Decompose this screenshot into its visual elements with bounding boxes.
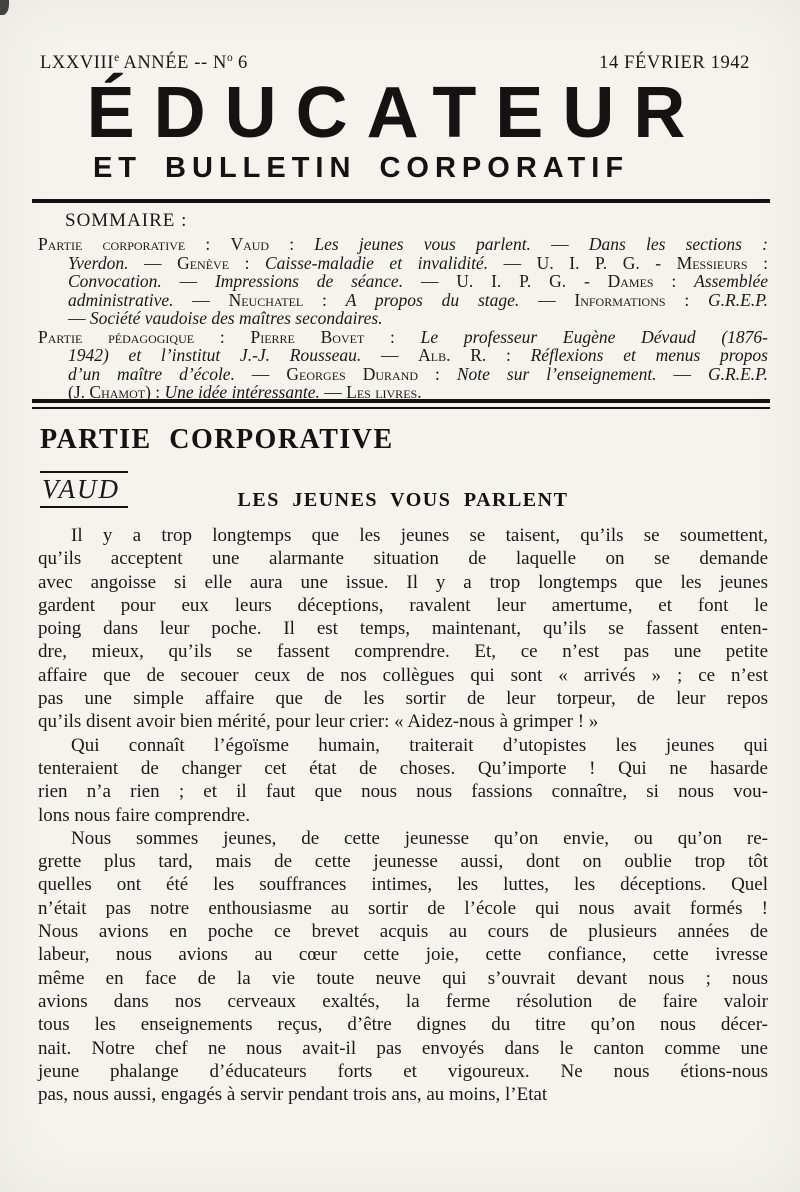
text-line: nait. Notre chef ne nous avait-il pas envoyés dans le canton comme une <box>38 1037 768 1059</box>
text-line: Nous sommes jeunes, de cette jeunesse qu’on envie, ou qu’on re- <box>71 827 768 849</box>
text-line: Partie corporative : Vaud : Les jeunes vous parlent. — Dans les sections : <box>38 234 768 254</box>
text-line: Partie pédagogique : Pierre Bovet : Le professeur Eugène Dévaud (1876- <box>38 326 768 347</box>
text-line: avions dans nos cerveaux exaltés, la ferme résolution de faire valoir <box>38 990 768 1012</box>
text-line: pas, nous aussi, engagés à servir pendant trois ans, au moins, l’Etat <box>38 1084 548 1106</box>
article-body <box>38 524 768 1106</box>
text-line: qu’ils disent avoir bien mérité, pour leur crier: « Aidez-nous à grimper ! » <box>38 711 599 733</box>
paragraph <box>38 827 768 1107</box>
article-title: LES JEUNES VOUS PARLENT <box>237 489 569 511</box>
text-line: qu’ils acceptent une alarmante situation de laquelle on se demande <box>38 548 768 570</box>
text-line: jeune phalange d’éducateurs forts et vigoureux. Ne nous étions-nous <box>38 1060 768 1082</box>
text-line: (J. Chamot) : Une idée intéressante. — Les livres. <box>68 382 422 402</box>
text-line: Qui connaît l’égoïsme humain, traiterait d’utopistes les jeunes qui <box>71 734 768 756</box>
text-line: pas une simple affaire que de les sortir de leur torpeur, de leur repos <box>38 688 768 710</box>
toc-entry-pedagogique <box>38 328 768 402</box>
text-line: dre, mieux, qu’ils se fassent comprendre. Et, ce n’est pas une petite <box>38 641 768 663</box>
horizontal-rule-double <box>32 399 770 409</box>
text-line: Il y a trop longtemps que les jeunes se taisent, qu’ils se soumettent, <box>71 525 768 546</box>
masthead-title: ÉDUCATEUR <box>86 73 705 153</box>
text-line: Nous avions en poche ce brevet acquis au cours de plusieurs années de <box>38 921 768 943</box>
text-line: rien n’a rien ; et il faut que nous nous fassions connaître, si nous vou- <box>38 781 768 803</box>
toc-label: SOMMAIRE : <box>65 210 188 231</box>
text-line: avec angoisse si elle aura une issue. Il y a trop longtemps que les jeunes <box>38 571 768 593</box>
text-line: quelles ont été les souffrances intimes, les luttes, les déceptions. Quel <box>38 874 768 896</box>
table-of-contents <box>38 209 768 402</box>
text-line: poing dans leur poche. Il est temps, maintenant, qu’ils se fassent enten- <box>38 618 768 640</box>
text-line: même en face de la vie toute neuve qui s’ouvrait devant nous ; nous <box>38 967 768 989</box>
text-line: gardent pour eux leurs déceptions, ravalent leur amertume, et font le <box>38 594 768 616</box>
text-line: — Société vaudoise des maîtres secondaires. <box>68 308 383 328</box>
scan-edge-artifact <box>0 0 9 15</box>
text-line: Convocation. — Impressions de séance. — U. I. P. G. - Dames : Assemblée <box>68 271 768 291</box>
region-kicker: VAUD <box>40 471 128 508</box>
masthead-subtitle: ET BULLETIN CORPORATIF <box>92 152 630 184</box>
text-line: lons nous faire comprendre. <box>38 804 251 826</box>
section-heading: PARTIE CORPORATIVE <box>40 424 394 455</box>
horizontal-rule-top <box>32 199 770 203</box>
text-line: n’était pas notre enthousiasme au sortir de l’école qui nous avait formés ! <box>38 897 768 919</box>
issue-date: 14 FÉVRIER 1942 <box>599 53 750 74</box>
text-line: grette plus tard, mais de cette jeunesse aussi, dont on oublie trop tôt <box>38 851 768 873</box>
issue-header-row <box>40 46 750 75</box>
text-line: labeur, nous avions au cœur cette joie, cette confiance, cette ivresse <box>38 944 768 966</box>
text-line: administrative. — Neuchatel : A propos du stage. — Informations : G.R.E.P. <box>68 289 768 310</box>
paragraph <box>38 734 768 827</box>
text-line: d’un maître d’école. — Georges Durand : Note sur l’enseignement. — G.R.E.P. <box>68 363 768 384</box>
article-header-row <box>38 471 768 513</box>
text-line: tous les enseignements reçus, d’être dignes du titre qu’on nous décer- <box>38 1014 768 1036</box>
text-line: affaire que de secouer ceux de nos collègues qui sont « arrivés » ; ce n’est <box>38 664 768 686</box>
toc-entry-corporative <box>38 235 768 328</box>
paragraph <box>38 524 768 734</box>
text-line: Yverdon. — Genève : Caisse-maladie et invalidité. — U. I. P. G. - Messieurs : <box>68 252 768 273</box>
text-line: 1942) et l’institut J.-J. Rousseau. — Alb. R. : Réflexions et menus propos <box>68 345 768 365</box>
text-line: tenteraient de changer cet état de choses. Qu’importe ! Qui ne hasarde <box>38 757 768 779</box>
issue-number: LXXVIIIe ANNÉE -- $N^o$ 6 <box>40 52 248 74</box>
